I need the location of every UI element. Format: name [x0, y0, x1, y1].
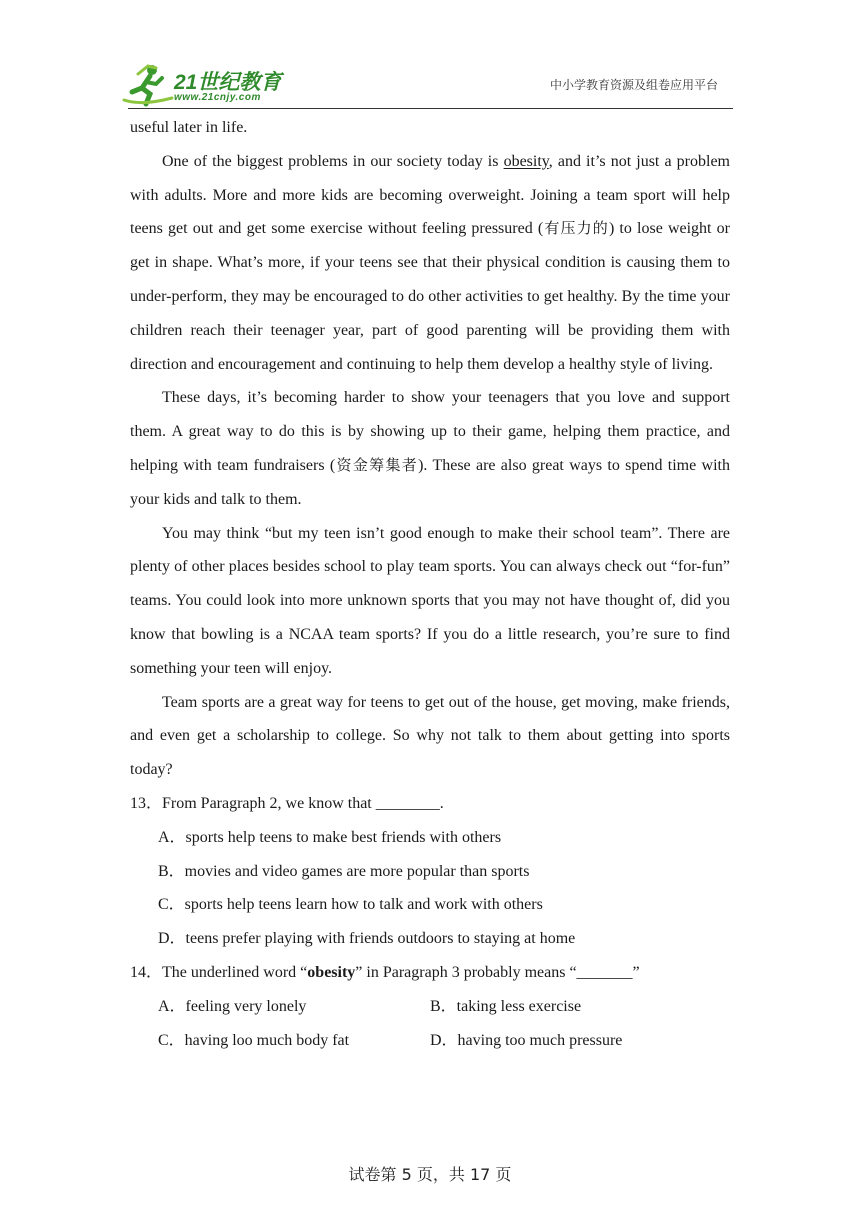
question-13-option-c[interactable]: C．sports help teens learn how to talk and work with others	[158, 896, 543, 914]
question-13	[130, 787, 730, 956]
question-13-option-a[interactable]: A．sports help teens to make best friends with others	[158, 828, 502, 846]
logo-text: 21世纪教育	[174, 71, 282, 94]
site-logo	[122, 62, 302, 108]
underlined-word-obesity: obesity	[503, 152, 549, 170]
question-14-stem-b: ” in Paragraph 3 probably means “_______”	[355, 963, 640, 981]
question-13-option-b[interactable]: B．movies and video games are more popular than sports	[158, 862, 530, 880]
paragraph-5: You may think “but my teen isn’t good enough to make their school team”. There are plenty of other places besides school to play team sports. You can always check out “for-fun” teams. You could look into more unknown sports that you may not have thought of, did you know that bowling is a NCAA team sports? If you do a little research, you’re sure to find something your teen will enjoy.	[130, 524, 730, 677]
paragraph-continued: useful later in life.	[130, 119, 248, 136]
paragraph-4-text-b: ). These are also great ways to spend time with your kids and talk to them.	[130, 456, 730, 508]
chinese-gloss-pressured: 有压力的	[543, 219, 609, 238]
paragraph-4	[130, 381, 730, 516]
paragraph-3-text-a: One of the biggest problems in our society today is	[162, 152, 504, 170]
question-14-options-row-1	[130, 990, 730, 1024]
reading-passage	[130, 111, 730, 1057]
question-14-stem	[130, 956, 730, 990]
question-14-option-c[interactable]: C．having loo much body fat	[158, 1031, 350, 1049]
question-13-stem: 13．From Paragraph 2, we know that ________.	[130, 794, 444, 812]
question-14-option-a[interactable]: A．feeling very lonely	[158, 997, 307, 1015]
question-13-option-d[interactable]: D．teens prefer playing with friends outdoors to staying at home	[158, 930, 576, 948]
header-platform-name: 中小学教育资源及组卷应用平台	[549, 78, 718, 92]
question-14-keyword: obesity	[307, 963, 356, 981]
paragraph-6: Team sports are a great way for teens to get out of the house, get moving, make friends, and even get a scholarship to college. So why not talk to them about getting into sports today?	[130, 693, 730, 779]
paragraph-3	[130, 145, 730, 382]
paragraph-4-text-a: These days, it’s becoming harder to show your teenagers that you love and support them. A great way to do this is by showing up to their game, helping them practice, and helping with team fundraisers (	[130, 389, 730, 474]
runner-logo-icon	[122, 62, 178, 108]
page-header	[0, 0, 860, 112]
question-14-options-row-2	[130, 1024, 730, 1058]
question-14	[130, 956, 730, 1057]
logo-url: www.21cnjy.com	[174, 92, 261, 103]
question-14-option-b[interactable]: B．taking less exercise	[430, 997, 582, 1015]
question-14-stem-a: 14．The underlined word “	[130, 963, 308, 981]
header-divider	[128, 108, 733, 109]
chinese-gloss-fundraisers: 资金筹集者	[335, 455, 419, 474]
page-footer: 试卷第 5 页，共 17 页	[348, 1165, 512, 1184]
paragraph-3-text-c: ) to lose weight or get in shape. What’s more, if your teens see that their physical condition is causing them to under-perform, they may be encouraged to do other activities to get healthy. By the time your children reach their teenager year, part of good parenting will be providing them with direction and encouragement and continuing to help them develop a healthy style of living.	[130, 220, 730, 373]
question-14-option-d[interactable]: D．having too much pressure	[430, 1031, 623, 1049]
paragraph-3-text-b: , and it’s not just a problem with adults. More and more kids are becoming overweight. Joining a team sport will help teens get out and get some exercise without feeling pressured (	[130, 152, 730, 238]
